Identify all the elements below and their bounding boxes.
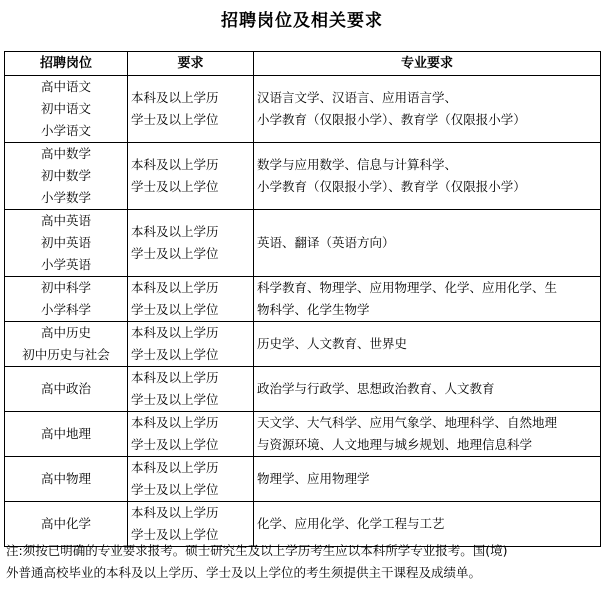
requirement-cell-line: 本科及以上学历: [131, 280, 219, 295]
requirement-cell-line: 本科及以上学历: [131, 370, 219, 385]
requirement-cell: [128, 277, 254, 322]
position-cell-line: 小学语文: [40, 123, 91, 138]
requirement-cell-line: 本科及以上学历: [131, 90, 219, 105]
requirement-cell: [128, 457, 254, 502]
major-cell-line: 天文学、大气科学、应用气象学、地理科学、自然地理: [257, 415, 558, 430]
major-cell-line: 政治学与行政学、思想政治教育、人文教育: [257, 381, 495, 396]
major-cell-line: 科学教育、物理学、应用物理学、化学、应用化学、生: [257, 280, 558, 295]
table-row: [5, 210, 601, 277]
requirement-cell-line: 学士及以上学位: [131, 112, 219, 127]
position-cell-line: 小学英语: [40, 257, 91, 272]
requirement-cell-line: 本科及以上学历: [131, 157, 219, 172]
major-cell-line: 英语、翻译（英语方向）: [257, 235, 395, 250]
requirement-cell-line: 学士及以上学位: [131, 246, 219, 261]
table-row: [5, 457, 601, 502]
position-cell-line: 高中物理: [40, 471, 91, 486]
major-cell-line: 化学、应用化学、化学工程与工艺: [257, 516, 445, 531]
footnote: [6, 540, 600, 584]
requirement-cell-line: 学士及以上学位: [131, 179, 219, 194]
major-cell-line: 数学与应用数学、信息与计算科学、: [257, 157, 458, 172]
position-cell: [5, 76, 128, 143]
requirement-cell-line: 本科及以上学历: [131, 460, 219, 475]
requirement-cell: [128, 367, 254, 412]
table-row: [5, 412, 601, 457]
footnote-line: 外普通高校毕业的本科及以上学历、学士及以上学位的考生须提供主干课程及成绩单。: [6, 565, 482, 580]
major-cell: [254, 412, 601, 457]
position-cell: [5, 322, 128, 367]
major-cell-line: 汉语言文学、汉语言、应用语言学、: [257, 90, 458, 105]
major-cell-line: 物理学、应用物理学: [257, 471, 370, 486]
position-cell-line: 初中英语: [40, 235, 91, 250]
header-position: 招聘岗位: [5, 52, 128, 76]
requirement-cell-line: 本科及以上学历: [131, 325, 219, 340]
requirement-cell: [128, 143, 254, 210]
requirement-cell: [128, 76, 254, 143]
position-cell: [5, 143, 128, 210]
position-cell: [5, 367, 128, 412]
footnote-line: 注:须按已明确的专业要求报考。硕士研究生及以上学历考生应以本科所学专业报考。国(境): [6, 543, 508, 558]
major-cell: [254, 76, 601, 143]
requirement-cell-line: 学士及以上学位: [131, 347, 219, 362]
position-cell-line: 高中化学: [40, 516, 91, 531]
page-title: 招聘岗位及相关要求: [221, 11, 383, 31]
table-row: [5, 322, 601, 367]
requirement-cell-line: 本科及以上学历: [131, 505, 219, 520]
position-cell-line: 初中历史与社会: [22, 347, 110, 362]
header-requirement: 要求: [128, 52, 254, 76]
table-row: [5, 367, 601, 412]
position-cell-line: 高中地理: [40, 426, 91, 441]
position-cell-line: 高中历史: [40, 325, 91, 340]
major-cell: [254, 322, 601, 367]
major-cell: [254, 143, 601, 210]
requirement-cell-line: 学士及以上学位: [131, 482, 219, 497]
requirement-cell: [128, 210, 254, 277]
major-cell: [254, 210, 601, 277]
major-cell-line: 物科学、化学生物学: [257, 302, 370, 317]
position-cell: [5, 210, 128, 277]
position-cell: [5, 457, 128, 502]
position-cell-line: 高中语文: [40, 79, 91, 94]
table-row: [5, 143, 601, 210]
position-cell-line: 初中语文: [40, 101, 91, 116]
table-header-row: [5, 52, 601, 76]
major-cell: [254, 457, 601, 502]
table-row: [5, 277, 601, 322]
position-cell-line: 初中数学: [40, 168, 91, 183]
major-cell-line: 小学教育（仅限报小学）、教育学（仅限报小学）: [257, 112, 526, 127]
major-cell-line: 小学教育（仅限报小学）、教育学（仅限报小学）: [257, 179, 526, 194]
major-cell-line: 历史学、人文教育、世界史: [257, 336, 408, 351]
requirement-cell-line: 学士及以上学位: [131, 527, 219, 542]
requirement-cell-line: 本科及以上学历: [131, 415, 219, 430]
position-cell-line: 高中政治: [40, 381, 91, 396]
position-cell-line: 小学科学: [40, 302, 91, 317]
requirement-cell-line: 学士及以上学位: [131, 392, 219, 407]
major-cell: [254, 367, 601, 412]
requirement-cell-line: 学士及以上学位: [131, 437, 219, 452]
requirement-cell-line: 学士及以上学位: [131, 302, 219, 317]
requirement-cell-line: 本科及以上学历: [131, 224, 219, 239]
requirement-cell: [128, 412, 254, 457]
major-cell-line: 与资源环境、人文地理与城乡规划、地理信息科学: [257, 437, 533, 452]
position-cell-line: 小学数学: [40, 190, 91, 205]
header-major: 专业要求: [254, 52, 601, 76]
position-cell-line: 初中科学: [40, 280, 91, 295]
position-cell-line: 高中英语: [40, 213, 91, 228]
position-cell-line: 高中数学: [40, 146, 91, 161]
table-row: [5, 76, 601, 143]
requirements-table: [4, 51, 601, 547]
position-cell: [5, 412, 128, 457]
requirement-cell: [128, 322, 254, 367]
position-cell: [5, 277, 128, 322]
table-body: [5, 76, 601, 547]
major-cell: [254, 277, 601, 322]
